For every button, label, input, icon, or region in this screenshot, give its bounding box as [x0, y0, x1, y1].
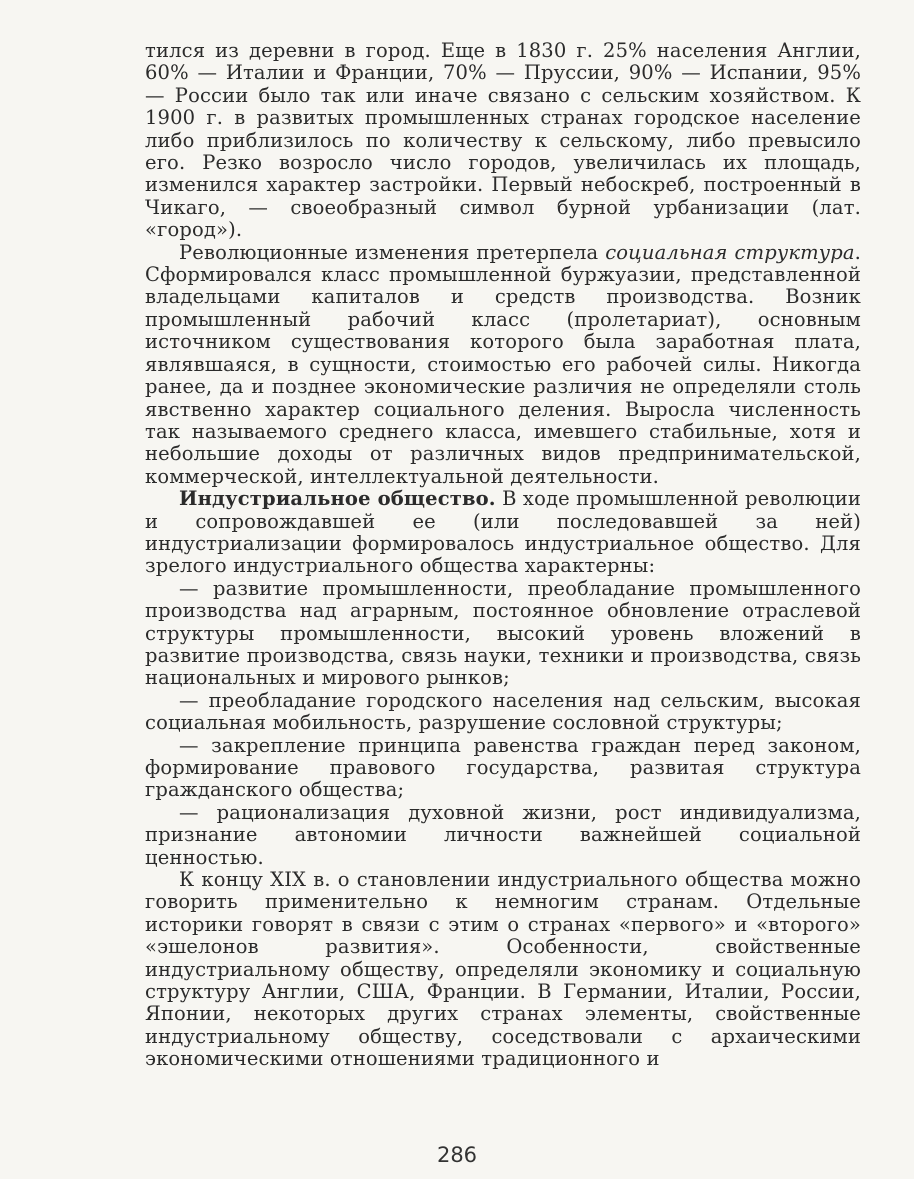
- paragraph-end-of-19th-century: К концу XIX в. о становлении индустриального общества можно говорить применительно к немногим странам. Отдельные историки говорят в связи с этим о странах «первого» и «второго» «эшелонов развития». Особенности, свойственные индустриальному обществу, определяли экономику и социальную структуру Англии, США, Франции. В Германии, Италии, России, Японии, некоторых других странах элементы, свойственные индустриальному обществу, соседствовали с архаическими экономическими отношениями традиционного и: [145, 868, 861, 1071]
- list-item: — преобладание городского населения над сельским, высокая социальная мобильность, разрушение сословной структуры;: [145, 688, 861, 735]
- list-item: — рационализация духовной жизни, рост индивидуализма, признание автономии личности важнейшей социальной ценностью.: [145, 800, 861, 869]
- list-item: — развитие промышленности, преобладание промышленного производства над аграрным, постоянное обновление отраслевой структуры промышленности, высокий уровень вложений в развитие производства, связь науки, техники и производства, связь национальных и мирового рынков;: [145, 576, 861, 690]
- paragraph-social-structure-rest: . Сформировался класс промышленной буржуазии, представленной владельцами капиталов и средств производства. Возник промышленный рабочий класс (пролетариат), основным источником существования которого была заработная плата, являвшаяся, в сущности, стоимостью его рабочей силы. Никогда ранее, да и позднее экономические различия не определяли столь явственно характер социального деления. Выросла численность так называемого среднего класса, имевшего стабильные, хотя и небольшие доходы от различных видов предпринимательской, коммерческой, интеллектуальной деятельности.: [145, 240, 861, 488]
- page-number: 286: [436, 1143, 478, 1167]
- paragraph-urbanization: тился из деревни в город. Еще в 1830 г. 25% населения Англии, 60% — Италии и Франции, 70% — Пруссии, 90% — Испании, 95% — России было так или иначе связано с сельским хозяйством. К 1900 г. в развитых промышленных странах городское население либо приблизилось по количеству к сельскому, либо превысило его. Резко возросло число городов, увеличилась их площадь, изменился характер застройки. Первый небоскреб, построенный в Чикаго, — своеобразный символ бурной урбанизации (лат. «город»).: [145, 39, 861, 242]
- paragraph-social-structure-start: Революционные изменения претерпела: [179, 240, 606, 264]
- list-item: — закрепление принципа равенства граждан перед законом, формирование правового государства, развитая структура гражданского общества;: [145, 733, 861, 802]
- paragraph-social-structure: [145, 242, 861, 488]
- paragraph-industrial-society: [145, 488, 861, 578]
- section-heading-industrial-society: Индустриальное общество.: [179, 487, 496, 511]
- paragraph-industrial-society-rest: В ходе промышленной революции и сопровождавшей ее (или последовавшей за ней) индустриализации формировалось индустриальное общество. Для зрелого индустриального общества характерны:: [145, 487, 861, 578]
- page-text: [145, 40, 861, 1071]
- term-social-structure: социальная структура: [605, 240, 855, 264]
